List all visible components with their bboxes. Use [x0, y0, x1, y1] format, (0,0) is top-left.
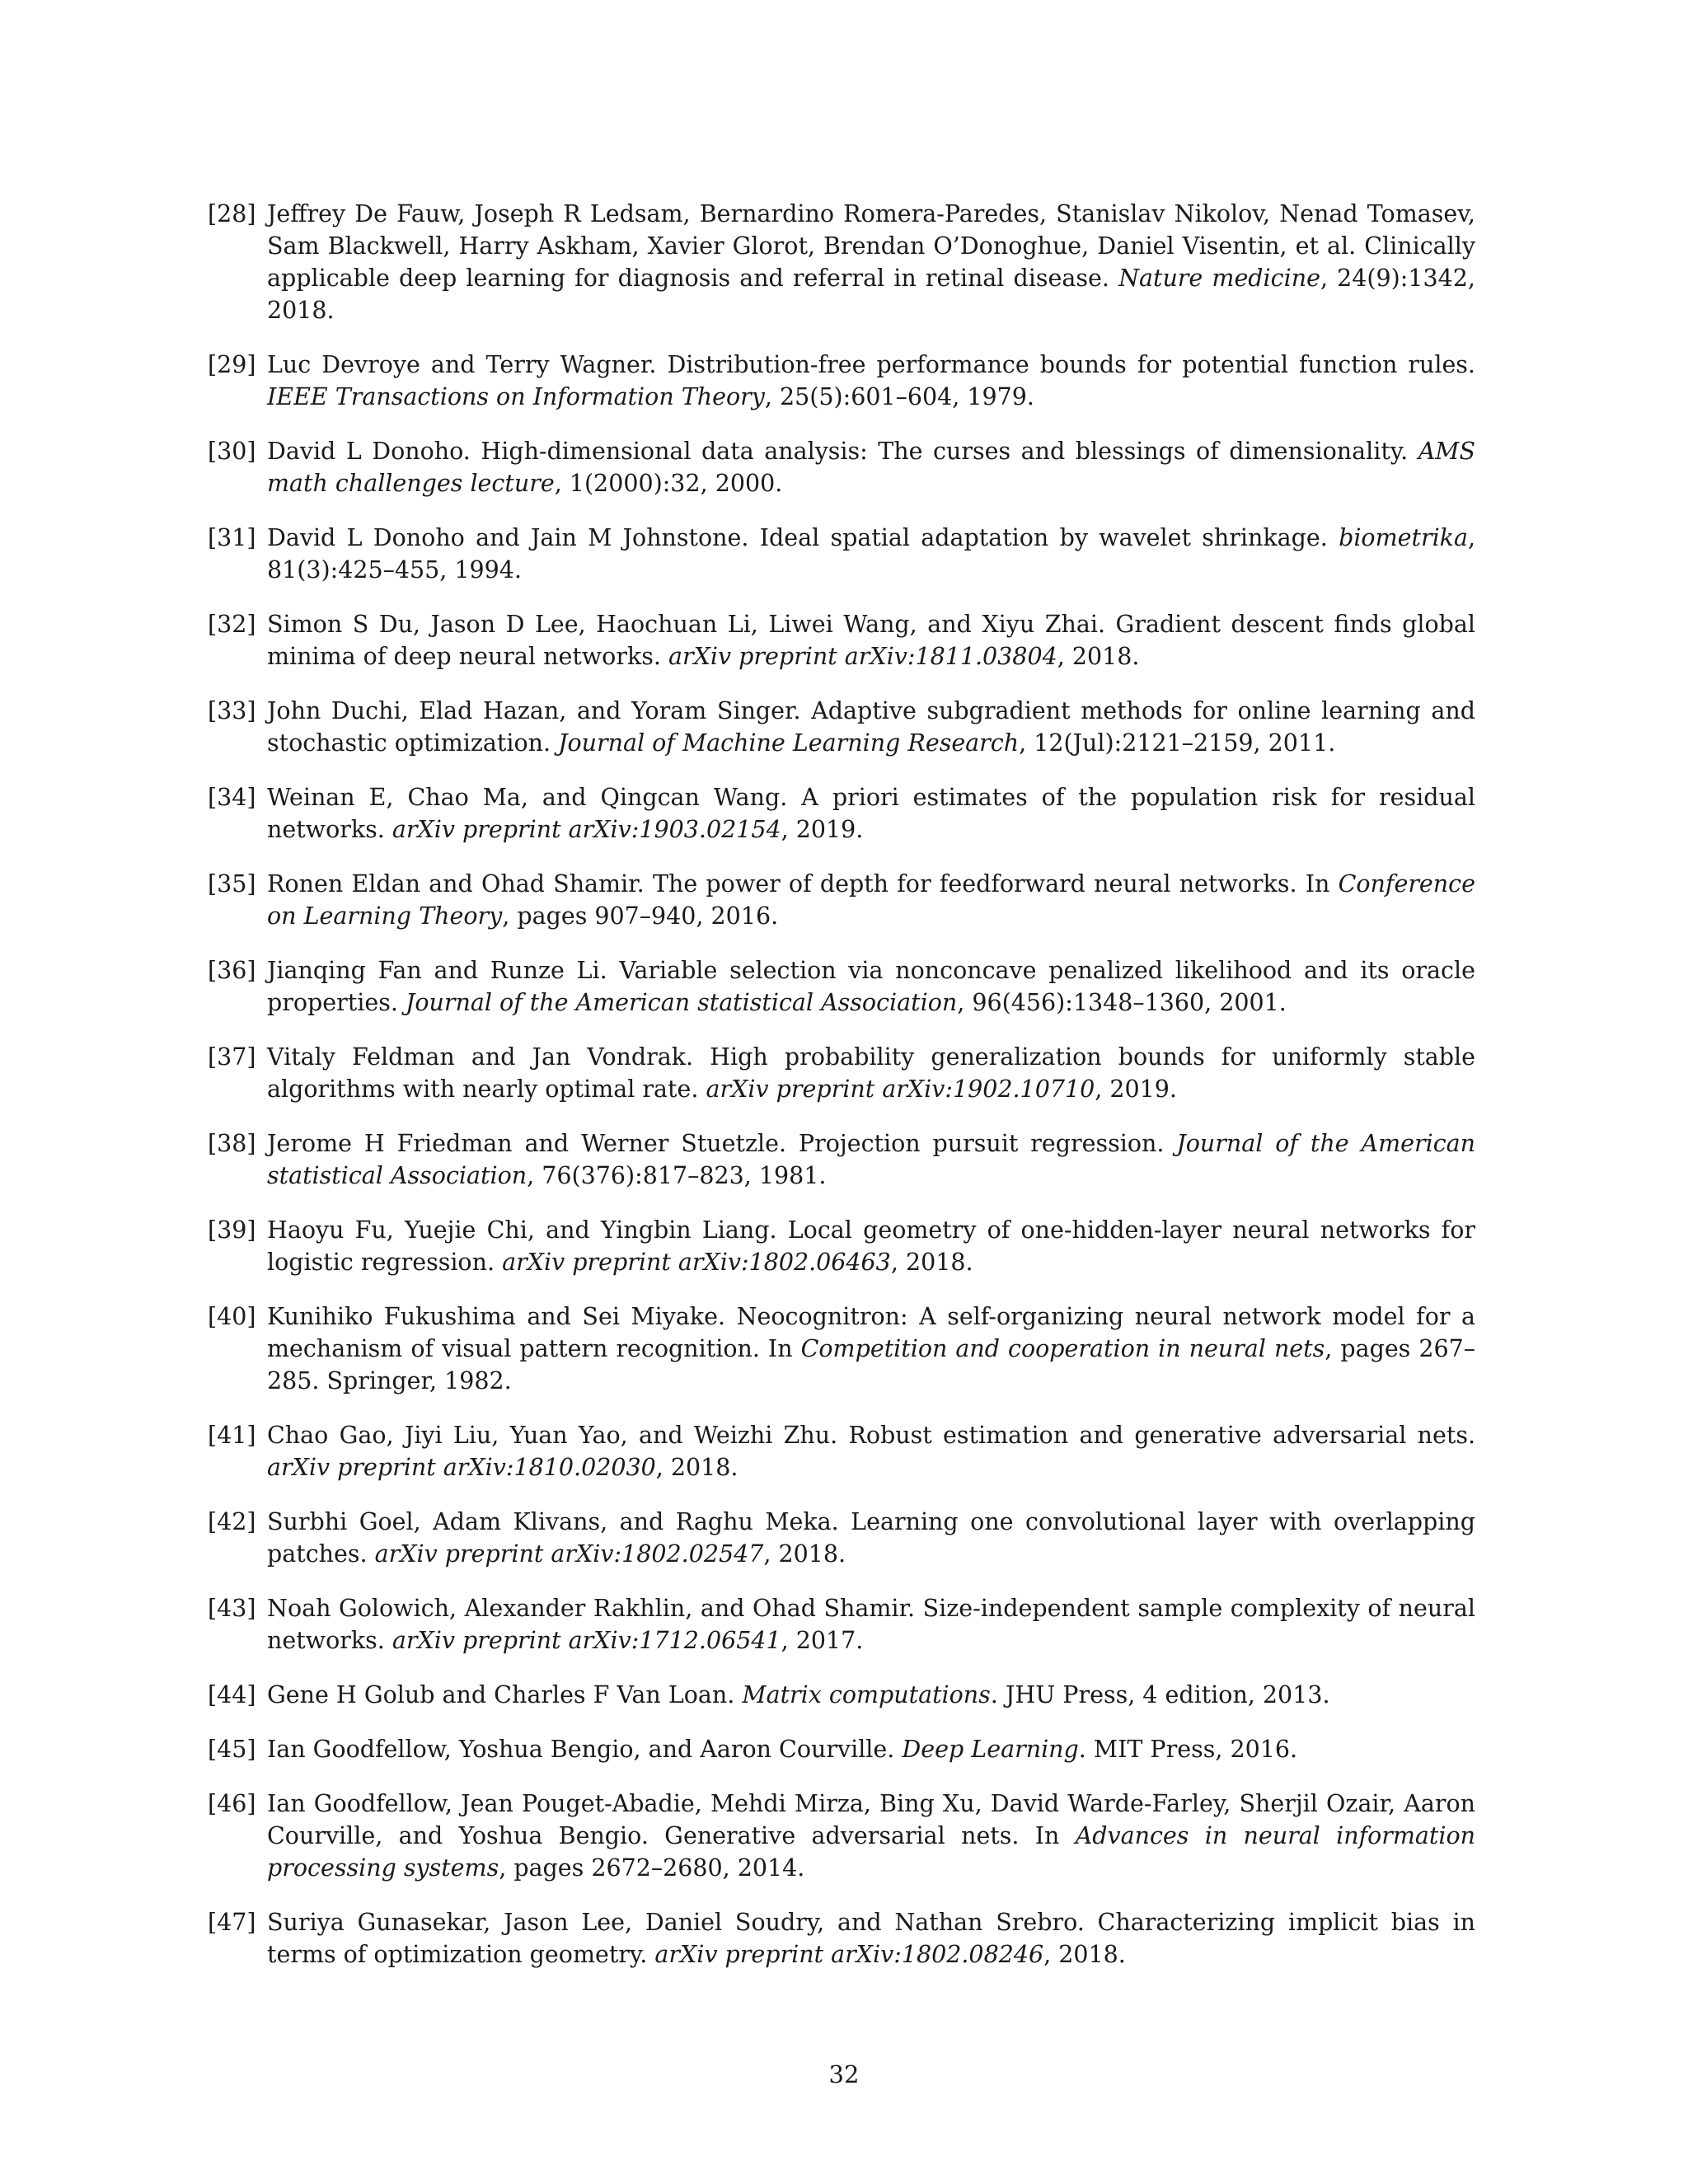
reference-details: . JHU Press, 4 edition, 2013. [990, 1681, 1330, 1708]
reference-item [208, 1679, 1475, 1711]
reference-number: [44] [208, 1681, 256, 1708]
reference-number: [37] [208, 1043, 256, 1071]
reference-authors-title: Weinan E, Chao Ma, and Qingcan Wang. A priori estimates of the population risk for residual networks. [267, 784, 1475, 843]
reference-item [208, 198, 1475, 326]
reference-item [208, 954, 1475, 1019]
reference-authors-title: Suriya Gunasekar, Jason Lee, Daniel Soudry, and Nathan Srebro. Characterizing implicit bias in terms of optimization geometry. [267, 1909, 1475, 1968]
reference-authors-title: David L Donoho and Jain M Johnstone. Ideal spatial adaptation by wavelet shrinkage. [267, 524, 1328, 551]
reference-authors-title: David L Donoho. High-dimensional data analysis: The curses and blessings of dimensionality. [267, 438, 1409, 465]
reference-venue: Deep Learning [902, 1736, 1079, 1763]
reference-authors-title: Jeffrey De Fauw, Joseph R Ledsam, Bernardino Romera-Paredes, Stanislav Nikolov, Nenad Tomasev, Sam Blackwell, Harry Askham, Xavier Glorot, Brendan O’Donoghue, Daniel Visentin, et al. Clinically applicable deep learning for diagnosis and referral in retinal disease. [267, 200, 1475, 292]
reference-item [208, 349, 1475, 413]
reference-venue: Journal of the American statistical Association [405, 989, 958, 1016]
reference-item [208, 608, 1475, 673]
reference-details: , 2018. [1057, 643, 1140, 670]
reference-details: . MIT Press, 2016. [1078, 1736, 1298, 1763]
reference-venue: biometrika [1339, 524, 1468, 551]
reference-number: [34] [208, 784, 256, 811]
reference-venue: arXiv preprint arXiv:1903.02154 [392, 816, 781, 843]
reference-number: [35] [208, 870, 256, 898]
reference-venue: arXiv preprint arXiv:1810.02030 [267, 1454, 656, 1481]
reference-details: , 1(2000):32, 2000. [554, 470, 783, 497]
reference-item [208, 1788, 1475, 1884]
reference-item [208, 1301, 1475, 1397]
reference-details: , 2018. [1043, 1941, 1126, 1968]
reference-details: , 96(456):1348–1360, 2001. [957, 989, 1287, 1016]
reference-list [208, 198, 1475, 1993]
reference-number: [47] [208, 1909, 256, 1936]
reference-venue: arXiv preprint arXiv:1802.02547 [374, 1540, 764, 1568]
reference-venue: AMS math challenges lecture [267, 438, 1476, 497]
reference-item [208, 1592, 1475, 1657]
reference-venue: arXiv preprint arXiv:1712.06541 [392, 1627, 781, 1654]
reference-venue: Journal of Machine Learning Research [558, 729, 1020, 757]
reference-venue: arXiv preprint arXiv:1802.06463 [502, 1249, 891, 1276]
reference-authors-title: Haoyu Fu, Yuejie Chi, and Yingbin Liang. Local geometry of one-hidden-layer neural networks for logistic regression. [267, 1216, 1475, 1276]
reference-item [208, 695, 1475, 759]
reference-number: [33] [208, 697, 256, 724]
reference-details: , 24(9):1342, 2018. [267, 265, 1475, 324]
reference-item [208, 1506, 1475, 1570]
reference-venue: Matrix computations [742, 1681, 991, 1708]
reference-venue: Competition and cooperation in neural nets [800, 1335, 1325, 1362]
reference-authors-title: Ian Goodfellow, Yoshua Bengio, and Aaron Courville. [267, 1736, 895, 1763]
reference-item [208, 435, 1475, 499]
reference-item [208, 522, 1475, 586]
reference-details: , 2019. [1095, 1076, 1177, 1103]
reference-item [208, 1906, 1475, 1971]
reference-authors-title: Luc Devroye and Terry Wagner. Distribution-free performance bounds for potential function rules. [267, 351, 1475, 378]
reference-venue: IEEE Transactions on Information Theory [267, 383, 765, 410]
reference-authors-title: Jerome H Friedman and Werner Stuetzle. Projection pursuit regression. [267, 1130, 1165, 1157]
reference-number: [42] [208, 1508, 256, 1535]
reference-details: , 81(3):425–455, 1994. [267, 524, 1476, 583]
reference-venue: arXiv preprint arXiv:1902.10710 [706, 1076, 1095, 1103]
reference-item [208, 781, 1475, 846]
reference-number: [39] [208, 1216, 256, 1244]
reference-venue: Advances in neural information processing systems [267, 1822, 1476, 1882]
page-number: 32 [828, 2060, 860, 2088]
reference-details: , 2018. [763, 1540, 846, 1568]
reference-item [208, 1041, 1475, 1105]
reference-venue: Journal of the American statistical Association [267, 1130, 1476, 1189]
reference-item [208, 1419, 1475, 1483]
reference-item [208, 1127, 1475, 1192]
reference-details: , 2017. [781, 1627, 864, 1654]
reference-authors-title: Jianqing Fan and Runze Li. Variable selection via nonconcave penalized likelihood and its oracle properties. [267, 957, 1475, 1016]
reference-authors-title: Surbhi Goel, Adam Klivans, and Raghu Meka. Learning one convolutional layer with overlapping patches. [267, 1508, 1475, 1568]
reference-number: [36] [208, 957, 256, 984]
reference-details: , 25(5):601–604, 1979. [764, 383, 1034, 410]
reference-details: , 2018. [655, 1454, 738, 1481]
reference-number: [28] [208, 200, 256, 227]
reference-venue: Nature medicine [1118, 265, 1320, 292]
reference-authors-title: Noah Golowich, Alexander Rakhlin, and Ohad Shamir. Size-independent sample complexity of neural networks. [267, 1595, 1475, 1654]
reference-authors-title: Chao Gao, Jiyi Liu, Yuan Yao, and Weizhi Zhu. Robust estimation and generative adversarial nets. [267, 1422, 1475, 1449]
reference-details: , pages 267–285. Springer, 1982. [267, 1335, 1475, 1394]
reference-number: [32] [208, 611, 256, 638]
reference-details: , 2019. [781, 816, 864, 843]
reference-details: , 2018. [890, 1249, 973, 1276]
reference-number: [45] [208, 1736, 256, 1763]
reference-number: [46] [208, 1790, 256, 1817]
reference-authors-title: Ian Goodfellow, Jean Pouget-Abadie, Mehdi Mirza, Bing Xu, David Warde-Farley, Sherjil Ozair, Aaron Courville, and Yoshua Bengio. Generative adversarial nets. In [267, 1790, 1475, 1849]
reference-venue: Conference on Learning Theory [267, 870, 1475, 930]
reference-number: [38] [208, 1130, 256, 1157]
reference-number: [30] [208, 438, 256, 465]
reference-number: [29] [208, 351, 256, 378]
reference-authors-title: Kunihiko Fukushima and Sei Miyake. Neocognitron: A self-organizing neural network model for a mechanism of visual pattern recognition. In [267, 1303, 1475, 1362]
reference-venue: arXiv preprint arXiv:1811.03804 [668, 643, 1057, 670]
reference-authors-title: John Duchi, Elad Hazan, and Yoram Singer. Adaptive subgradient methods for online learning and stochastic optimization. [267, 697, 1475, 757]
reference-authors-title: Gene H Golub and Charles F Van Loan. [267, 1681, 735, 1708]
reference-authors-title: Simon S Du, Jason D Lee, Haochuan Li, Liwei Wang, and Xiyu Zhai. Gradient descent finds global minima of deep neural networks. [267, 611, 1475, 670]
reference-number: [43] [208, 1595, 256, 1622]
reference-authors-title: Ronen Eldan and Ohad Shamir. The power of depth for feedforward neural networks. In [267, 870, 1330, 898]
reference-number: [31] [208, 524, 256, 551]
reference-item [208, 868, 1475, 932]
reference-details: , pages 2672–2680, 2014. [499, 1854, 805, 1882]
reference-details: , 76(376):817–823, 1981. [527, 1162, 827, 1189]
reference-number: [40] [208, 1303, 256, 1330]
reference-item [208, 1733, 1475, 1765]
reference-details: , pages 907–940, 2016. [502, 902, 779, 930]
reference-item [208, 1214, 1475, 1278]
reference-number: [41] [208, 1422, 256, 1449]
reference-details: , 12(Jul):2121–2159, 2011. [1019, 729, 1336, 757]
reference-venue: arXiv preprint arXiv:1802.08246 [654, 1941, 1044, 1968]
reference-authors-title: Vitaly Feldman and Jan Vondrak. High probability generalization bounds for uniformly stable algorithms with nearly optimal rate. [267, 1043, 1475, 1103]
